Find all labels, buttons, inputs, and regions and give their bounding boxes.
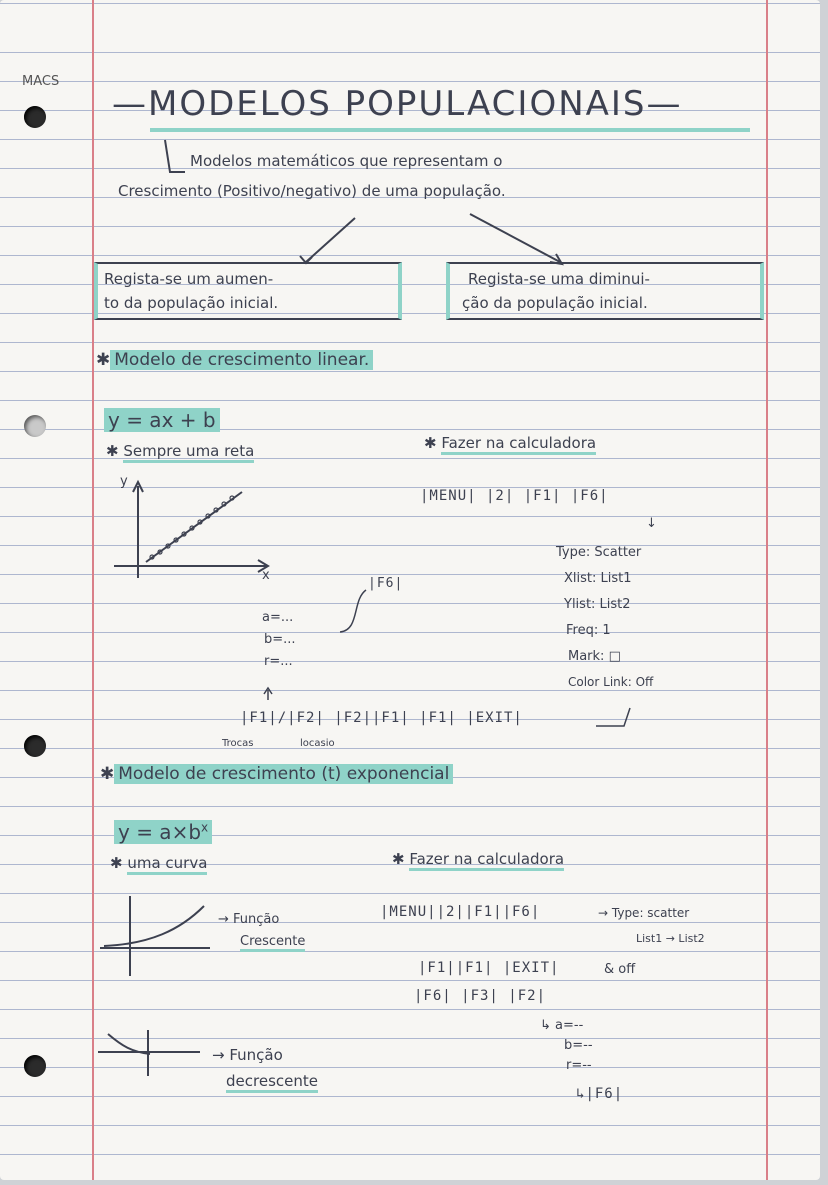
decrescente-line-1: → Função: [212, 1046, 283, 1064]
connector-curve: [340, 590, 366, 632]
exp-keys-line-1: |MENU||2||F1||F6|: [380, 904, 541, 920]
corner-note: MACS: [22, 74, 60, 89]
growth-line-2: to da população inicial.: [104, 294, 279, 312]
exp-calc-heading: ✱ Fazer na calculadora: [392, 850, 564, 868]
setting-mark: Mark: □: [568, 649, 621, 664]
definition-line-1: Modelos matemáticos que representam o: [190, 152, 503, 170]
coef-r: r=...: [264, 654, 293, 669]
decline-line-1: Regista-se uma diminui-: [468, 270, 650, 288]
setting-type: Type: Scatter: [556, 545, 642, 560]
decrescente-line-2: decrescente: [226, 1072, 318, 1090]
down-arrow-icon: ↓: [646, 516, 657, 531]
exp-note: ✱ uma curva: [110, 854, 207, 872]
linear-calc-heading: ✱ Fazer na calculadora: [424, 434, 596, 452]
type-note: → Type: scatter: [598, 906, 690, 920]
setting-ylist: Ylist: List2: [564, 597, 631, 612]
x-axis-label: x: [262, 568, 270, 583]
y-axis-label: y: [120, 474, 128, 489]
linear-keys-second: |F1|/|F2| |F2||F1| |F1| |EXIT|: [240, 710, 523, 726]
exp-heading: ✱ Modelo de crescimento (t) exponencial: [100, 764, 453, 784]
linear-formula: y = ax + b: [104, 408, 220, 432]
increasing-curve: [104, 906, 204, 946]
exp-f6-key: ↳|F6|: [576, 1086, 624, 1102]
list-note: List1 → List2: [636, 932, 705, 945]
return-arrow-icon: [596, 708, 630, 726]
bracket-arrow-icon: [165, 140, 185, 172]
exp-formula: $y = a\times b^x$: [114, 820, 212, 844]
setting-freq: Freq: 1: [566, 623, 611, 638]
right-branch-arrow: [470, 214, 560, 262]
setting-xlist: Xlist: List1: [564, 571, 632, 586]
linear-heading: ✱ Modelo de crescimento linear.: [96, 350, 373, 370]
linear-keys-main: |MENU| |2| |F1| |F6|: [420, 488, 609, 504]
definition-line-2: Crescimento (Positivo/negativo) de uma população.: [118, 182, 506, 200]
exp-coef-b: b=--: [564, 1038, 593, 1053]
exp-keys-line-3: |F6| |F3| |F2|: [414, 988, 547, 1004]
coef-a: a=...: [262, 610, 294, 625]
crescente-line-1: → Função: [218, 912, 280, 927]
page-title: —MODELOS POPULACIONAIS—: [112, 84, 683, 124]
label-locasio: locasio: [300, 738, 335, 749]
off-note: & off: [604, 962, 636, 977]
growth-line-1: Regista-se um aumen-: [104, 270, 274, 288]
exp-coef-a: ↳ a=--: [540, 1018, 584, 1033]
setting-color-link: Color Link: Off: [568, 675, 654, 689]
exp-keys-line-2: |F1||F1| |EXIT|: [418, 960, 560, 976]
left-branch-arrow: [306, 218, 355, 262]
label-trocas: Trocas: [222, 738, 254, 749]
crescente-line-2: Crescente: [240, 934, 305, 949]
exp-coef-r: r=--: [566, 1058, 592, 1073]
linear-note: ✱ Sempre uma reta: [106, 442, 254, 460]
coef-b: b=...: [264, 632, 296, 647]
decline-line-2: ção da população inicial.: [462, 294, 648, 312]
f6-key: |F6|: [368, 576, 404, 591]
